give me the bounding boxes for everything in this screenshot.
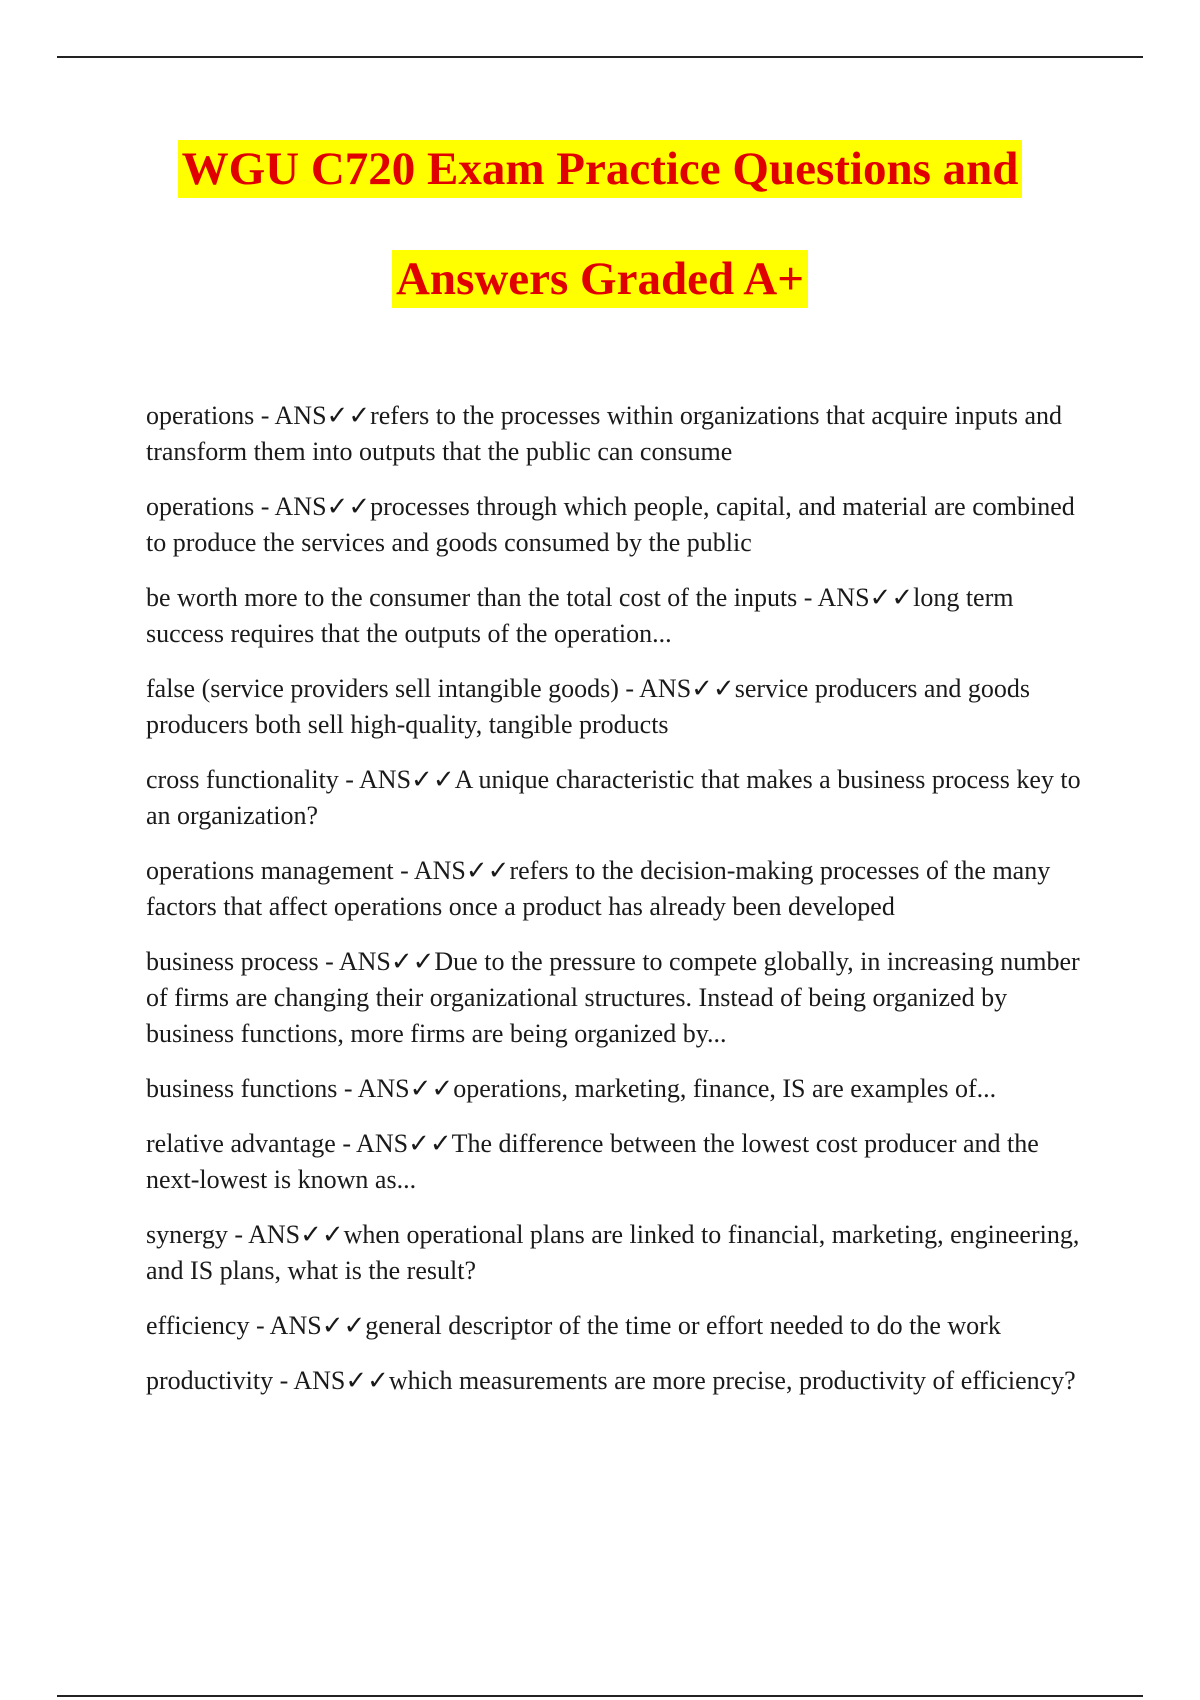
header-rule	[57, 56, 1143, 58]
qa-item: false (service providers sell intangible goods) - ANS✓✓service producers and goods producers both sell high-quality, tangible products	[146, 674, 1031, 739]
qa-item: synergy - ANS✓✓when operational plans are linked to financial, marketing, engineering, and IS plans, what is the result?	[146, 1220, 1080, 1285]
title-line-2: Answers Graded A+	[392, 250, 808, 308]
qa-item: relative advantage - ANS✓✓The difference between the lowest cost producer and the next-lowest is known as...	[146, 1129, 1039, 1194]
qa-item: productivity - ANS✓✓which measurements are more precise, productivity of efficiency?	[146, 1366, 1076, 1395]
qa-item: operations management - ANS✓✓refers to the decision-making processes of the many factors that affect operations once a product has already been developed	[146, 856, 1051, 921]
footer-rule	[57, 1695, 1143, 1697]
title-line-1: WGU C720 Exam Practice Questions and	[178, 140, 1023, 198]
qa-item: business functions - ANS✓✓operations, marketing, finance, IS are examples of...	[146, 1074, 997, 1103]
qa-item: business process - ANS✓✓Due to the pressure to compete globally, in increasing number of firms are changing their organizational structures. Instead of being organized by business functions, more firms are being organized by...	[146, 947, 1080, 1048]
qa-item: efficiency - ANS✓✓general descriptor of the time or effort needed to do the work	[146, 1311, 1001, 1340]
qa-item: operations - ANS✓✓processes through which people, capital, and material are combined to produce the services and goods consumed by the public	[146, 492, 1075, 557]
qa-list	[146, 398, 1096, 1418]
qa-item: cross functionality - ANS✓✓A unique characteristic that makes a business process key to an organization?	[146, 765, 1081, 830]
qa-item: be worth more to the consumer than the total cost of the inputs - ANS✓✓long term success requires that the outputs of the operation...	[146, 583, 1014, 648]
qa-item: operations - ANS✓✓refers to the processes within organizations that acquire inputs and transform them into outputs that the public can consume	[146, 401, 1063, 466]
document-title	[0, 140, 1200, 308]
